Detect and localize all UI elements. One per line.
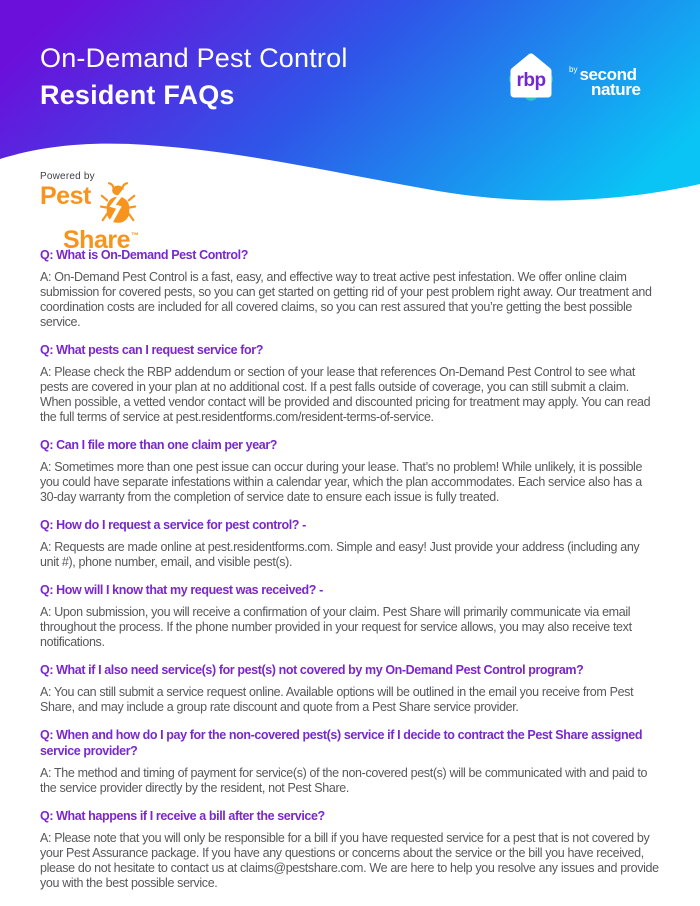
faq-question: Q: When and how do I pay for the non-covered pest(s) service if I decide to contract the Pest Share assigned service provider? [40, 728, 643, 758]
bug-icon [100, 181, 136, 225]
pest-wordmark: Pest [40, 182, 91, 210]
faq-item [40, 582, 660, 650]
faq-question: Q: How will I know that my request was received? - [40, 583, 323, 597]
faq-list [40, 247, 660, 903]
nature-label: nature [591, 80, 641, 99]
faq-answer: A: Requests are made online at pest.residentforms.com. Simple and easy! Just provide your address (including any unit #), phone number, email, and visible pest(s). [40, 540, 640, 569]
trademark-symbol: ™ [130, 231, 139, 240]
faq-item [40, 662, 660, 715]
faq-item [40, 727, 660, 796]
faq-item [40, 808, 660, 891]
faq-question: Q: What pests can I request service for? [40, 343, 263, 357]
rbp-logo-label: rbp [516, 70, 546, 91]
powered-by-label: Powered by [40, 171, 95, 182]
faq-item [40, 247, 660, 330]
pest-share-logo [40, 171, 139, 254]
page-title-line2: Resident FAQs [40, 80, 235, 110]
faq-answer: A: Sometimes more than one pest issue can occur during your lease. That’s no problem! While unlikely, it is possible you could have separate infestations within a calendar year, which the plan accommodates. Each service also has a 30-day warranty from the completion of service date to ensure each issue is fully treated. [40, 460, 643, 504]
page-title-line1: On-Demand Pest Control [40, 43, 348, 73]
rbp-second-nature-logo [502, 50, 641, 108]
page-title [40, 40, 348, 114]
faq-question: Q: What if I also need service(s) for pest(s) not covered by my On-Demand Pest Control program? [40, 663, 584, 677]
faq-question: Q: How do I request a service for pest control? - [40, 518, 306, 532]
faq-answer: A: Upon submission, you will receive a confirmation of your claim. Pest Share will primarily communicate via email throughout the process. If the phone number provided in your request for service allows, you may also receive text notifications. [40, 605, 632, 649]
faq-answer: A: On-Demand Pest Control is a fast, easy, and effective way to treat active pest infestation. We offer online claim submission for covered pests, so you can get started on getting rid of your pest problem right away. Our treatment and coordination costs are included for all covered claims, so you can rest assured that you’re getting the best possible service. [40, 270, 652, 329]
faq-answer: A: Please note that you will only be responsible for a bill if you have requested service for a pest that is not covered by your Pest Assurance package. If you have any questions or concerns about the service or the bill you have received, please do not hesitate to contact us at claims@pestshare.com. We are here to help you resolve any issues and provide you with the best possible service. [40, 831, 659, 890]
second-label: second [579, 65, 637, 84]
second-nature-wordmark [569, 61, 641, 97]
faq-item [40, 342, 660, 425]
faq-question: Q: What is On-Demand Pest Control? [40, 248, 248, 262]
by-label: by [569, 65, 578, 74]
faq-question: Q: What happens if I receive a bill after the service? [40, 809, 325, 823]
rbp-house-icon [502, 50, 560, 108]
faq-answer: A: The method and timing of payment for service(s) of the non-covered pest(s) will be communicated with and paid to the service provider directly by the resident, not Pest Share. [40, 766, 648, 795]
faq-item [40, 517, 660, 570]
faq-answer: A: You can still submit a service request online. Available options will be outlined in the email you receive from Pest Share, and may include a group rate discount and quote from a Pest Share service provider. [40, 685, 634, 714]
faq-answer: A: Please check the RBP addendum or section of your lease that references On-Demand Pest Control to see what pests are covered in your plan at no additional cost. If a pest falls outside of coverage, you can still submit a claim. When possible, a vetted vendor contact will be provided and discounted pricing for treatment may apply. You can read the full terms of service at pest.residentforms.com/resident-terms-of-service. [40, 365, 651, 424]
faq-item [40, 437, 660, 505]
faq-question: Q: Can I file more than one claim per year? [40, 438, 278, 452]
share-wordmark: Share™ [63, 226, 139, 254]
